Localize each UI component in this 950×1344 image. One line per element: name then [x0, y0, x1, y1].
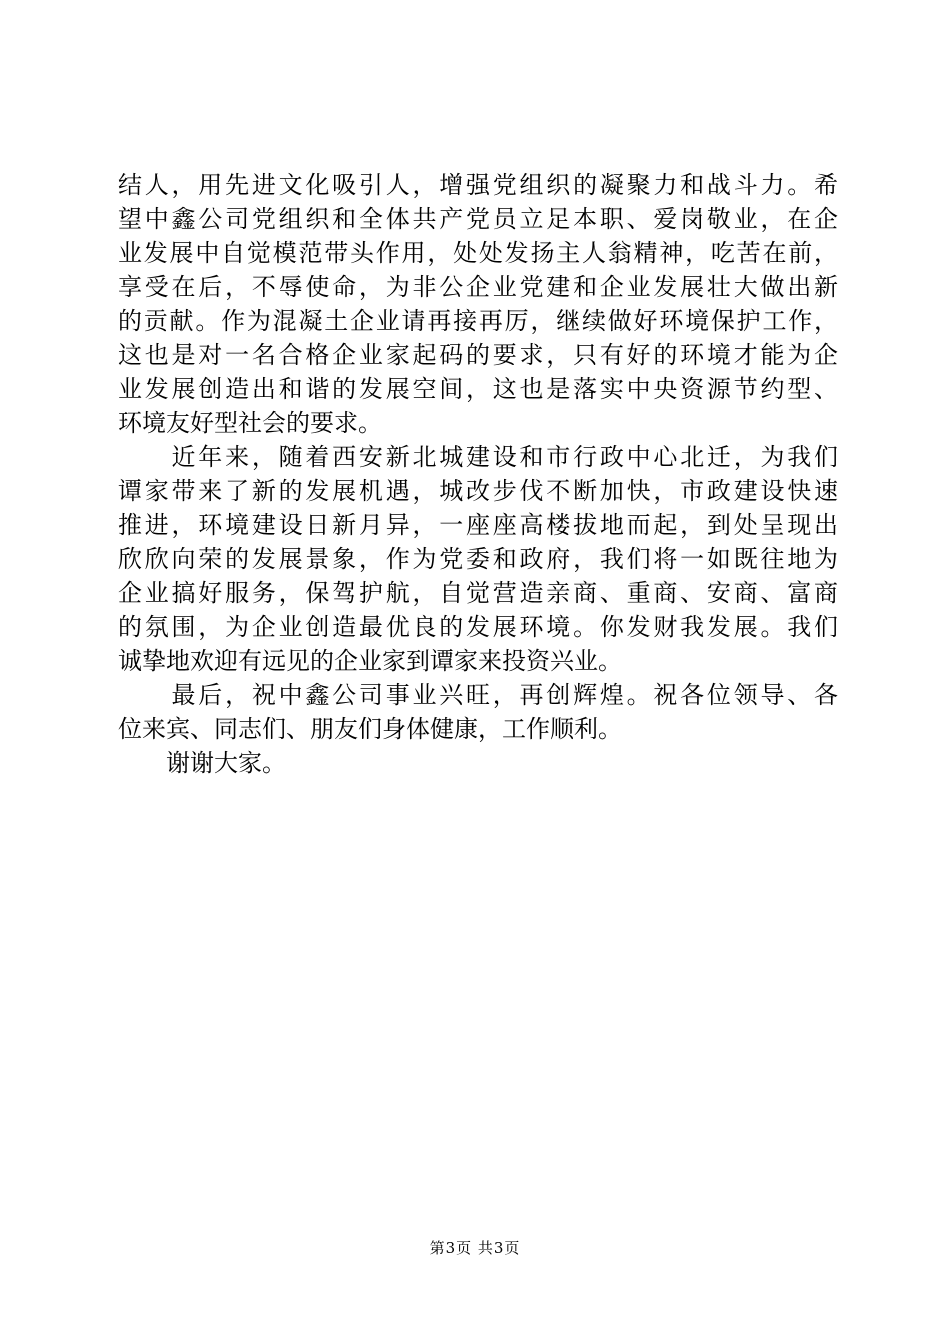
- text-line: 环境友好型社会的要求。: [118, 409, 382, 437]
- text-line: 谢谢大家。: [118, 749, 286, 777]
- text-line: 诚挚地欢迎有远见的企业家到谭家来投资兴业。: [118, 647, 622, 675]
- text-line: 这也是对一名合格企业家起码的要求，只有好的环境才能为企: [118, 341, 838, 369]
- document-body: [118, 168, 838, 780]
- text-line: 的氛围，为企业创造最优良的发展环境。你发财我发展。我们: [118, 613, 838, 641]
- text-line: 谭家带来了新的发展机遇，城改步伐不断加快，市政建设快速: [118, 477, 838, 505]
- text-line: 结人，用先进文化吸引人，增强党组织的凝聚力和战斗力。希: [118, 171, 838, 199]
- text-line: 望中鑫公司党组织和全体共产党员立足本职、爱岗敬业，在企: [118, 205, 838, 233]
- text-line: 近年来，随着西安新北城建设和市行政中心北迁，为我们: [118, 443, 838, 471]
- page-number-footer: 第3页 共3页: [429, 1239, 521, 1257]
- text-line: 业发展中自觉模范带头作用，处处发扬主人翁精神，吃苦在前，: [118, 239, 838, 267]
- text-line: 企业搞好服务，保驾护航，自觉营造亲商、重商、安商、富商: [118, 579, 838, 607]
- text-line: 业发展创造出和谐的发展空间，这也是落实中央资源节约型、: [118, 375, 838, 403]
- text-line: 最后，祝中鑫公司事业兴旺，再创辉煌。祝各位领导、各: [118, 681, 838, 709]
- text-line: 享受在后，不辱使命，为非公企业党建和企业发展壮大做出新: [118, 273, 838, 301]
- text-line: 的贡献。作为混凝土企业请再接再厉，继续做好环境保护工作，: [118, 307, 838, 335]
- text-line: 欣欣向荣的发展景象，作为党委和政府，我们将一如既往地为: [118, 545, 838, 573]
- text-line: 位来宾、同志们、朋友们身体健康，工作顺利。: [118, 715, 622, 743]
- text-line: 推进，环境建设日新月异，一座座高楼拔地而起，到处呈现出: [118, 511, 838, 539]
